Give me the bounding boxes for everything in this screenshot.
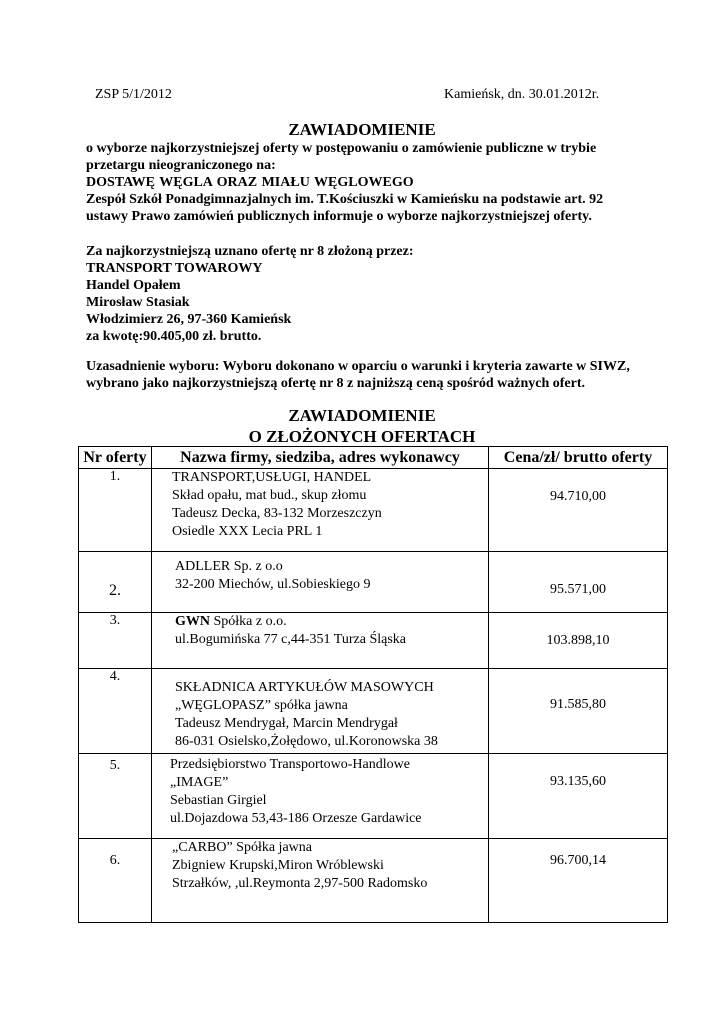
company-line: „IMAGE”	[170, 775, 229, 790]
table-row	[79, 669, 668, 754]
company-line: Sebastian Girgiel	[170, 793, 267, 808]
offer-price: 94.710,00	[489, 469, 668, 552]
notice-intro	[86, 140, 603, 225]
intro-line: DOSTAWĘ WĘGLA ORAZ MIAŁU WĘGLOWEGO	[86, 175, 414, 190]
notice-title: ZAWIADOMIENIE	[288, 120, 436, 139]
company-line: Skład opału, mat bud., skup złomu	[172, 488, 367, 503]
table-header-row	[79, 447, 668, 469]
company-line: ADLLER Sp. z o.o	[175, 559, 283, 574]
company-line: Przedsiębiorstwo Transportowo-Handlowe	[170, 757, 410, 772]
offer-number: 1.	[79, 469, 152, 552]
company-line: „WĘGLOPASZ” spółka jawna	[175, 698, 348, 713]
header-offer-number: Nr oferty	[79, 447, 152, 469]
company-cell	[152, 613, 489, 669]
place-and-date: Kamieńsk, dn. 30.01.2012r.	[444, 87, 600, 102]
winner-line: Za najkorzystniejszą uznano ofertę nr 8 złożoną przez:	[86, 244, 414, 259]
offers-table	[78, 446, 668, 923]
offer-number: 2.	[79, 552, 152, 613]
winner-line: Handel Opałem	[86, 278, 181, 293]
company-line: Tadeusz Mendrygał, Marcin Mendrygał	[175, 716, 398, 731]
intro-line: o wyborze najkorzystniejszej oferty w postępowaniu o zamówienie publiczne w trybie	[86, 141, 597, 156]
company-line: „CARBO” Spółka jawna	[172, 840, 312, 855]
company-line: TRANSPORT,USŁUGI, HANDEL	[172, 470, 372, 485]
winner-line: Włodzimierz 26, 97-360 Kamieńsk	[86, 312, 292, 327]
company-line: SKŁADNICA ARTYKUŁÓW MASOWYCH	[175, 680, 434, 695]
header-price: Cena/zł/ brutto oferty	[489, 447, 668, 469]
intro-line: przetargu nieograniczonego na:	[86, 158, 276, 173]
offer-price: 96.700,14	[489, 839, 668, 923]
justification-line: Uzasadnienie wyboru: Wyboru dokonano w oparciu o warunki i kryteria zawarte w SIWZ,	[86, 359, 630, 374]
winner-line: TRANSPORT TOWAROWY	[86, 261, 263, 276]
table-row	[79, 754, 668, 839]
offer-number: 6.	[79, 839, 152, 923]
offers-notice-subtitle: O ZŁOŻONYCH OFERTACH	[248, 427, 476, 446]
winner-section	[86, 243, 414, 345]
justification-line: wybrano jako najkorzystniejszą ofertę nr 8 z najniższą ceną spośród ważnych ofert.	[86, 376, 586, 391]
company-line: Osiedle XXX Lecia PRL 1	[172, 524, 323, 539]
table-row	[79, 552, 668, 613]
offer-price: 91.585,80	[489, 669, 668, 754]
table-row	[79, 469, 668, 552]
company-line: 32-200 Miechów, ul.Sobieskiego 9	[175, 577, 371, 592]
winner-line: za kwotę:90.405,00 zł. brutto.	[86, 329, 262, 344]
company-cell	[152, 669, 489, 754]
offers-notice-title: ZAWIADOMIENIE	[288, 406, 436, 425]
company-cell	[152, 754, 489, 839]
company-line: Tadeusz Decka, 83-132 Morzeszczyn	[172, 506, 382, 521]
offer-number: 4.	[79, 669, 152, 754]
justification	[86, 358, 630, 392]
table-row	[79, 839, 668, 923]
company-line: Strzałków, ,ul.Reymonta 2,97-500 Radomsko	[172, 876, 428, 891]
reference-number: ZSP 5/1/2012	[95, 87, 172, 102]
company-line: ul.Dojazdowa 53,43-186 Orzesze Gardawice	[170, 811, 422, 826]
header-company: Nazwa firmy, siedziba, adres wykonawcy	[152, 447, 489, 469]
table-row	[79, 613, 668, 669]
company-line: Zbigniew Krupski,Miron Wróblewski	[172, 858, 384, 873]
intro-line: Zespół Szkół Ponadgimnazjalnych im. T.Kościuszki w Kamieńsku na podstawie art. 92	[86, 192, 604, 207]
company-line: ul.Bogumińska 77 c,44-351 Turza Śląska	[175, 632, 406, 647]
offer-price: 103.898,10	[489, 613, 668, 669]
offer-price: 95.571,00	[489, 552, 668, 613]
company-line: 86-031 Osielsko,Żołędowo, ul.Koronowska 38	[175, 734, 438, 749]
company-cell	[152, 552, 489, 613]
winner-line: Mirosław Stasiak	[86, 295, 190, 310]
offer-number: 5.	[79, 754, 152, 839]
company-line: GWN Spółka z o.o.	[175, 614, 287, 629]
offer-price: 93.135,60	[489, 754, 668, 839]
company-cell	[152, 469, 489, 552]
intro-line: ustawy Prawo zamówień publicznych informuje o wyborze najkorzystniejszej oferty.	[86, 209, 592, 224]
offer-number: 3.	[79, 613, 152, 669]
company-cell	[152, 839, 489, 923]
